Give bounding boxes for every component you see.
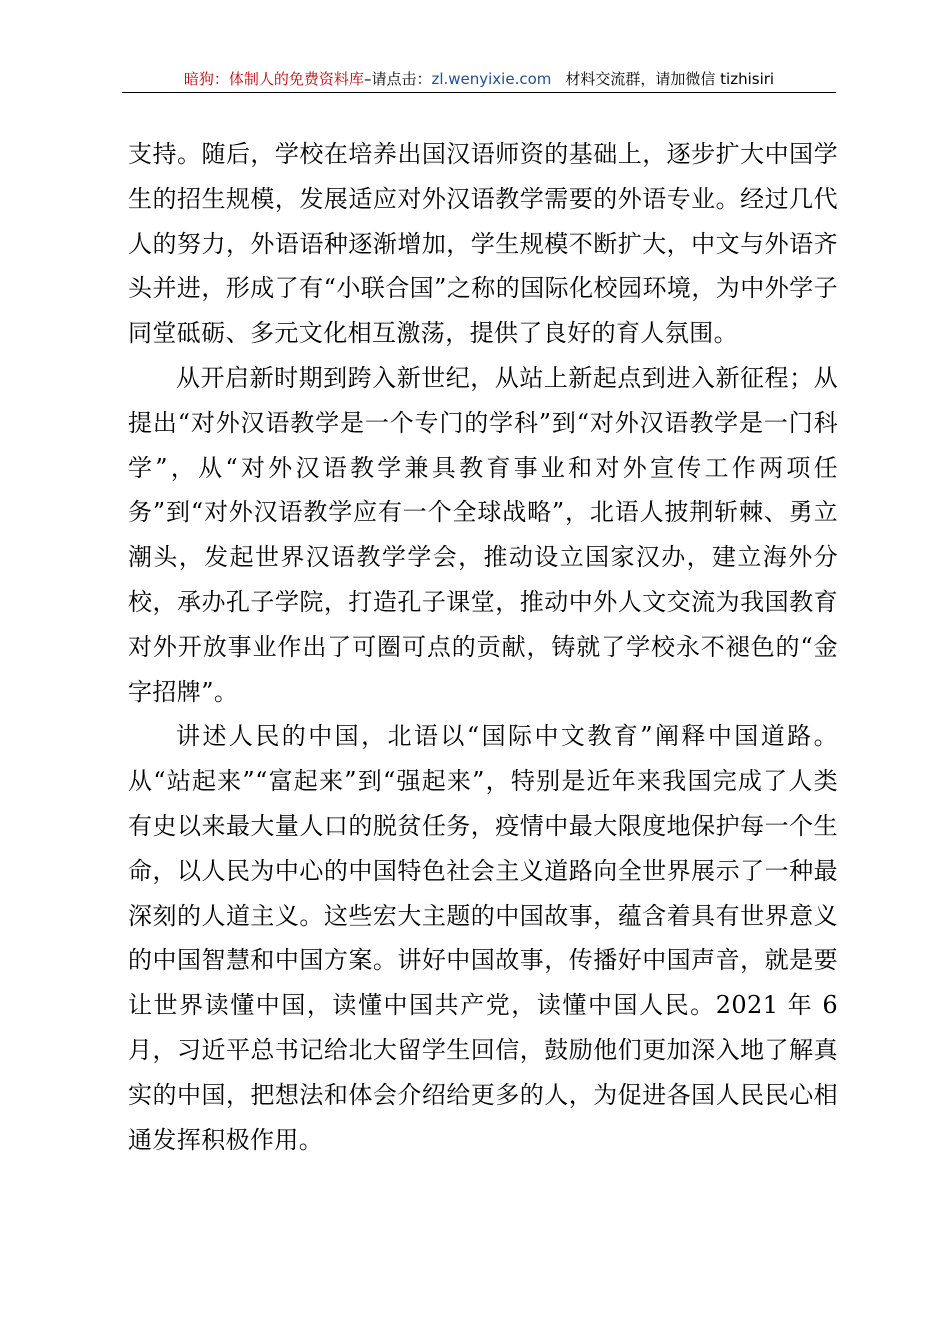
header-site-name: 暗狗：体制人的免费资料库 (183, 70, 364, 88)
page-header (122, 66, 836, 93)
paragraph-1: 支持。随后，学校在培养出国汉语师资的基础上，逐步扩大中国学生的招生规模，发展适应对外汉语教学需要的外语专业。经过几代人的努力，外语语种逐渐增加，学生规模不断扩大，中文与外语齐头并进，形成了有“小联合国”之称的国际化校园环境，为中外学子同堂砥砺、多元文化相互激荡，提供了良好的育人氛围。 (128, 140, 838, 348)
header-group-text: 材料交流群，请加微信 tizhisiri (565, 70, 775, 88)
header-link[interactable]: zl.wenyixie.com (431, 70, 552, 88)
header-click-prompt: –请点击： (363, 70, 432, 88)
paragraph-3: 讲述人民的中国，北语以“国际中文教育”阐释中国道路。从“站起来”“富起来”到“强起来”，特别是近年来我国完成了人类有史以来最大量人口的脱贫任务，疫情中最大限度地保护每一个生命，以人民为中心的中国特色社会主义道路向全世界展示了一种最深刻的人道主义。这些宏大主题的中国故事，蕴含着具有世界意义的中国智慧和中国方案。讲好中国故事，传播好中国声音，就是要让世界读懂中国，读懂中国共产党，读懂中国人民。2021 年 6 月，习近平总书记给北大留学生回信，鼓励他们更加深入地了解真实的中国，把想法和体会介绍给更多的人，为促进各国人民民心相通发挥积极作用。 (128, 722, 838, 1154)
document-body (128, 132, 838, 1162)
paragraph-2: 从开启新时期到跨入新世纪，从站上新起点到进入新征程；从提出“对外汉语教学是一个专门的学科”到“对外汉语教学是一门科学”，从“对外汉语教学兼具教育事业和对外宣传工作两项任务”到“对外汉语教学应有一个全球战略”，北语人披荆斩棘、勇立潮头，发起世界汉语教学学会，推动设立国家汉办，建立海外分校，承办孔子学院，打造孔子课堂，推动中外人文交流为我国教育对外开放事业作出了可圈可点的贡献，铸就了学校永不褪色的“金字招牌”。 (128, 363, 838, 706)
